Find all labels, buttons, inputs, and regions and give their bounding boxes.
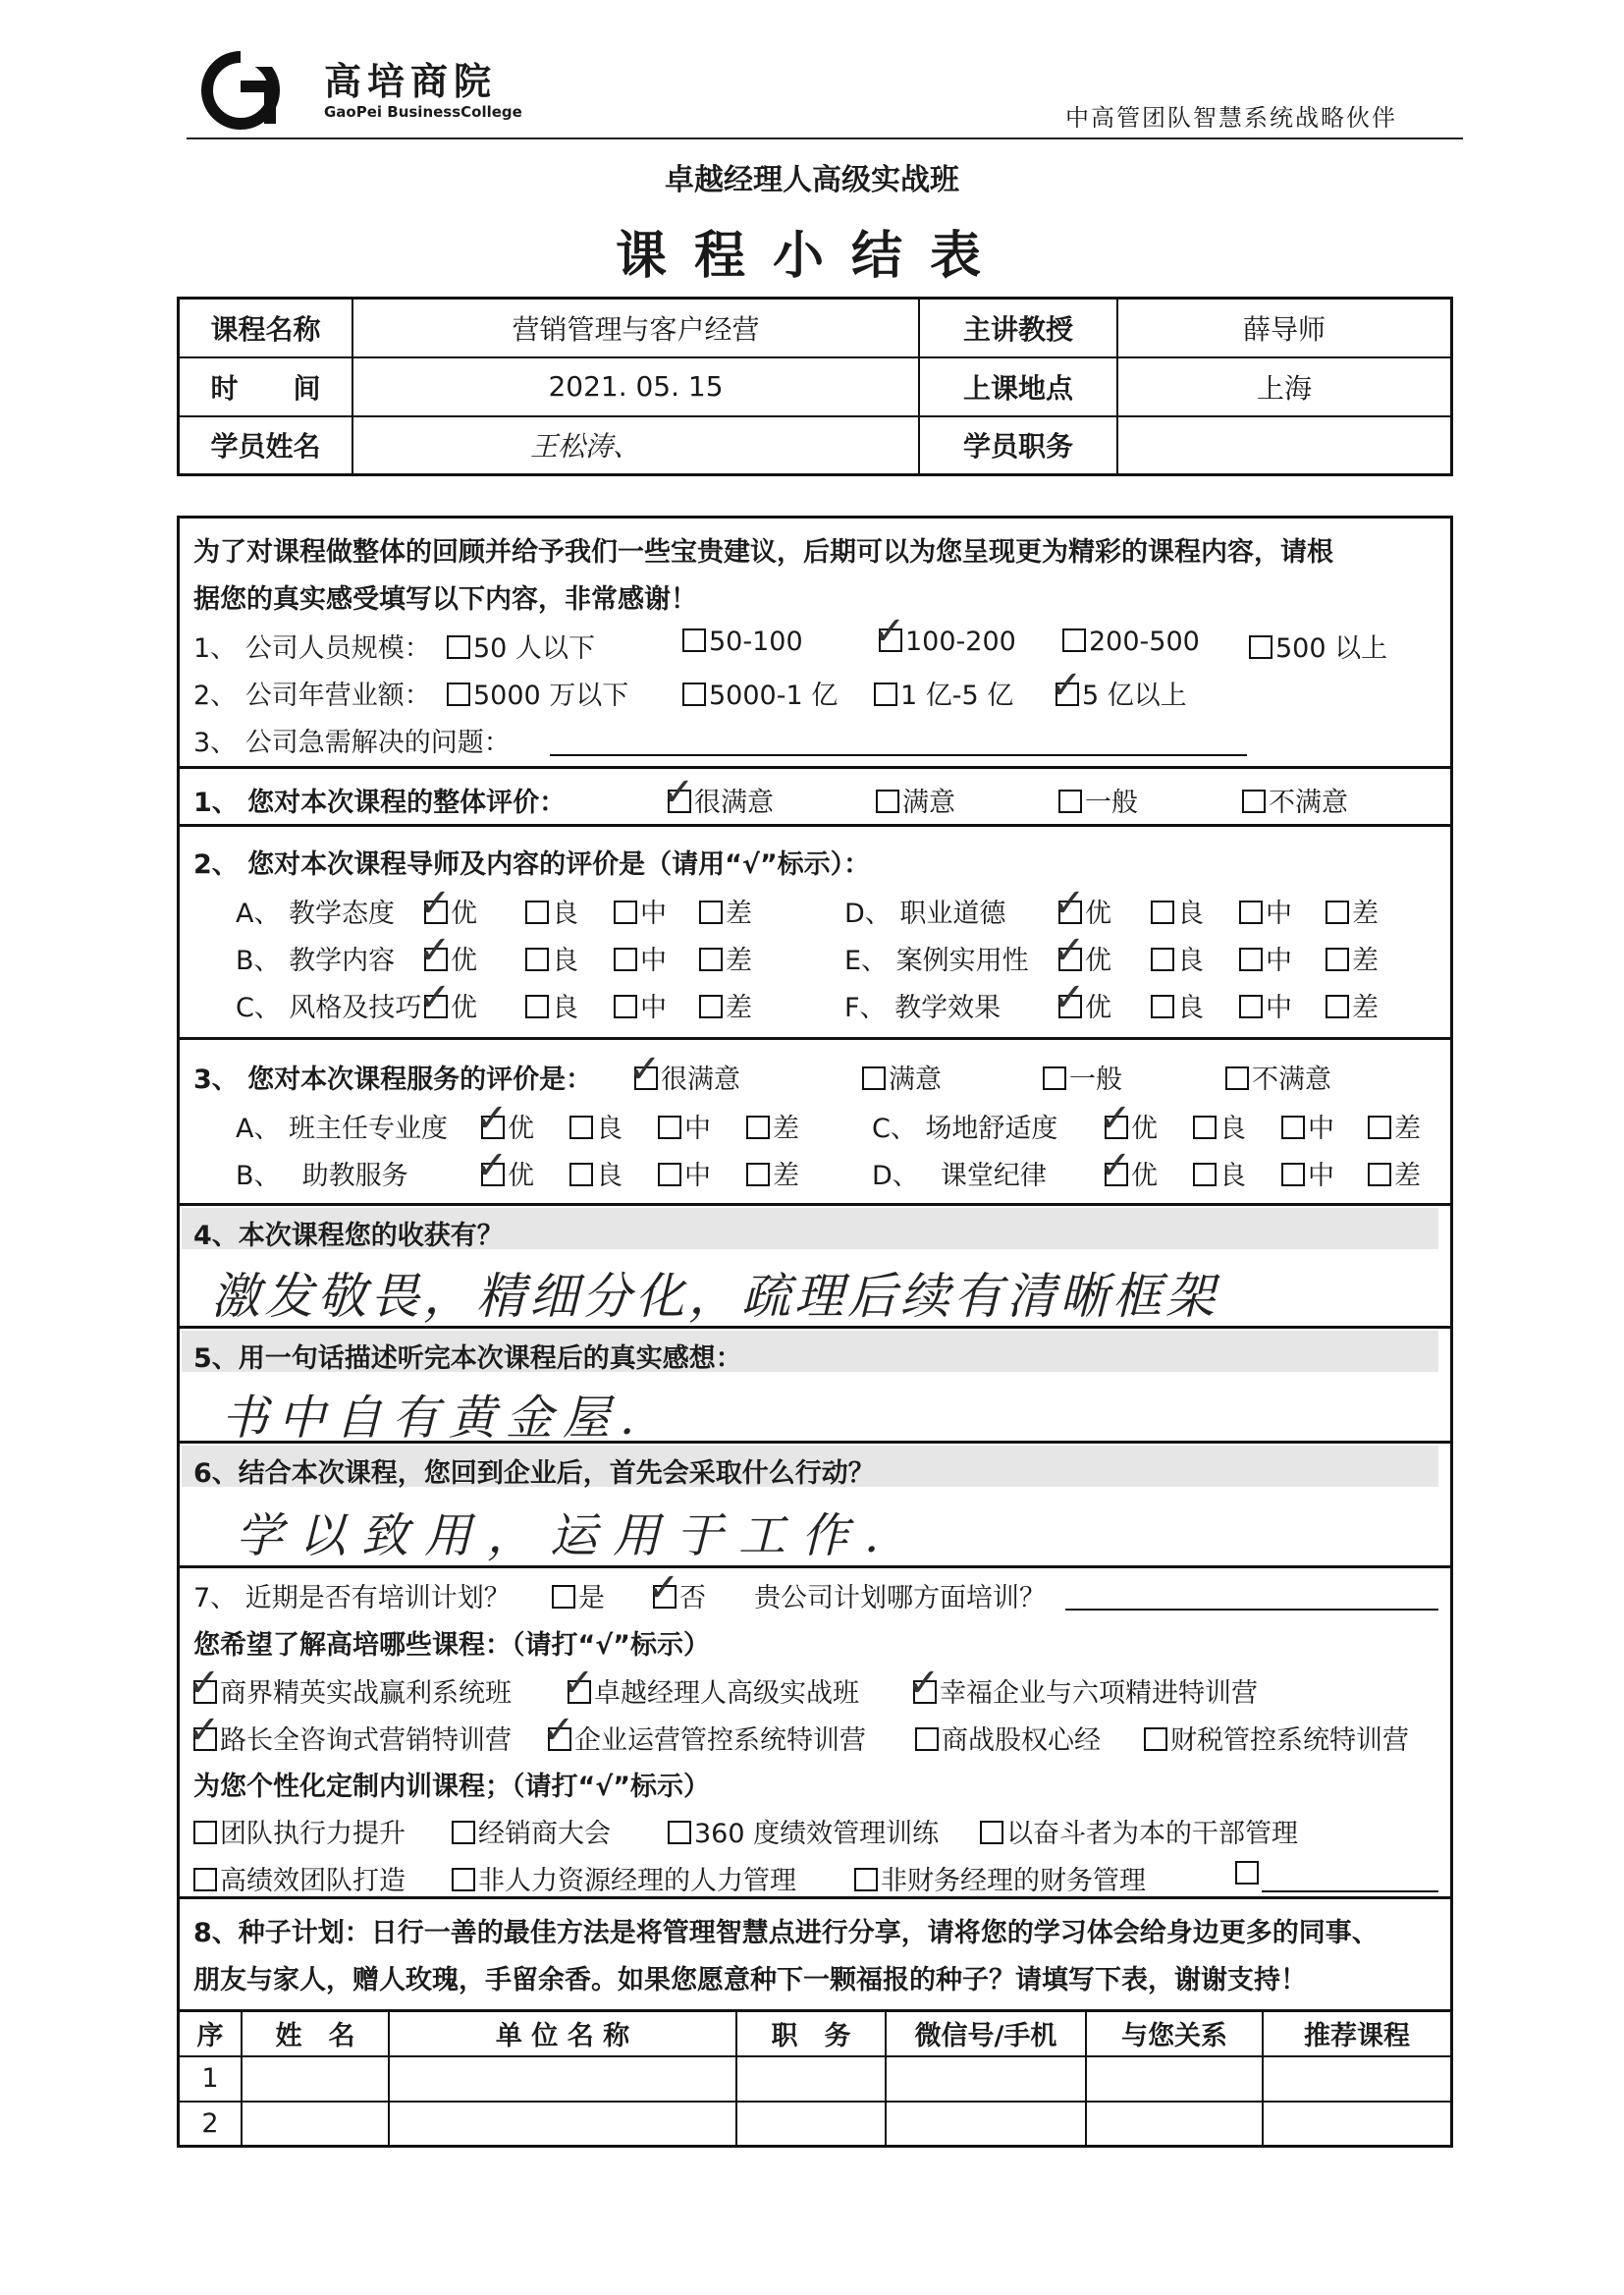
rating-option[interactable]: 中 bbox=[658, 1107, 711, 1145]
location-label: 上课地点 bbox=[919, 357, 1117, 416]
custom-option-1[interactable]: 团队执行力提升 bbox=[193, 1812, 406, 1850]
checkmark-icon: ✓ bbox=[647, 1565, 680, 1611]
rating-option[interactable]: 差 bbox=[746, 1107, 799, 1145]
checkbox[interactable] bbox=[193, 1821, 217, 1844]
seed-cell[interactable] bbox=[1086, 2102, 1263, 2147]
checkbox[interactable] bbox=[614, 948, 637, 971]
option-revenue-2[interactable]: 1 亿-5 亿 bbox=[874, 674, 1013, 712]
checkbox[interactable] bbox=[614, 901, 637, 924]
checkbox[interactable] bbox=[188, 1708, 221, 1753]
checkbox[interactable] bbox=[525, 995, 549, 1018]
q7-want-label: 您希望了解高培哪些课程：（请打“√”标示） bbox=[193, 1630, 710, 1661]
header-slogan: 中高管团队智慧系统战略伙伴 bbox=[1065, 104, 1397, 132]
q-overall-label: 1、 您对本次课程的整体评价： bbox=[193, 788, 567, 818]
custom-option-other[interactable] bbox=[1235, 1859, 1262, 1889]
checkmark-icon: ✓ bbox=[628, 1047, 662, 1092]
checkmark-icon: ✓ bbox=[188, 1661, 221, 1706]
time-label: 时 间 bbox=[179, 357, 353, 416]
checkbox[interactable] bbox=[1099, 1096, 1132, 1141]
checkmark-icon: ✓ bbox=[418, 975, 452, 1020]
rating-option[interactable]: ✓ 优 bbox=[1053, 881, 1111, 929]
checkmark-icon: ✓ bbox=[1099, 1143, 1132, 1188]
course-name-value: 营销管理与客户经营 bbox=[352, 299, 919, 357]
checkbox[interactable] bbox=[1043, 1066, 1066, 1090]
checkbox[interactable] bbox=[682, 683, 706, 706]
checkbox[interactable] bbox=[447, 683, 470, 706]
checkbox[interactable] bbox=[1058, 790, 1082, 813]
checkmark-icon: ✓ bbox=[475, 1143, 509, 1188]
checkmark-icon: ✓ bbox=[1053, 975, 1086, 1020]
service-option-0[interactable]: ✓ 很满意 bbox=[628, 1047, 740, 1095]
seed-cell[interactable] bbox=[886, 2102, 1086, 2147]
logo-chinese-name: 高培商院 bbox=[324, 60, 498, 103]
option-revenue-0[interactable]: 5000 万以下 bbox=[447, 674, 628, 712]
rating-option[interactable]: 差 bbox=[1368, 1154, 1421, 1192]
seed-cell[interactable] bbox=[242, 2102, 389, 2147]
overall-option-1[interactable]: 满意 bbox=[876, 781, 955, 819]
q7-which-input-line[interactable] bbox=[1065, 1609, 1438, 1611]
rating-option[interactable]: 良 bbox=[1151, 892, 1204, 930]
checkbox[interactable] bbox=[542, 1708, 575, 1753]
checkbox[interactable] bbox=[418, 928, 452, 973]
course-name-label: 课程名称 bbox=[179, 299, 353, 357]
checkbox[interactable] bbox=[475, 1143, 509, 1188]
seed-cell[interactable] bbox=[886, 2056, 1086, 2102]
seed-cell[interactable] bbox=[389, 2056, 736, 2102]
problem-input-line[interactable] bbox=[550, 754, 1247, 756]
seed-cell[interactable] bbox=[736, 2102, 886, 2147]
rating-option[interactable]: 良 bbox=[1151, 939, 1204, 977]
rating-option[interactable]: 中 bbox=[614, 986, 667, 1024]
rating-option[interactable]: 良 bbox=[1193, 1154, 1246, 1192]
q8-line-2: 朋友与家人，赠人玫瑰，手留余香。如果您愿意种下一颗福报的种子？请填写下表，谢谢支持！ bbox=[193, 1965, 1307, 1995]
seed-header-contact: 微信号/手机 bbox=[886, 2011, 1086, 2056]
rating-option[interactable]: 中 bbox=[1239, 986, 1292, 1024]
checkbox[interactable] bbox=[699, 948, 723, 971]
checkbox[interactable] bbox=[1225, 1066, 1249, 1090]
checkbox[interactable] bbox=[915, 1727, 939, 1751]
rating-option[interactable]: 差 bbox=[699, 986, 752, 1024]
q7-custom-label: 为您个性化定制内训课程；（请打“√”标示） bbox=[193, 1772, 710, 1802]
rating-option[interactable]: ✓ 优 bbox=[1053, 975, 1111, 1023]
seed-cell[interactable] bbox=[1263, 2102, 1452, 2147]
checkbox[interactable] bbox=[907, 1661, 941, 1706]
rating-option[interactable]: 良 bbox=[525, 892, 578, 930]
q7-no-option[interactable]: ✓ 否 bbox=[647, 1565, 706, 1613]
checkbox[interactable] bbox=[1239, 901, 1263, 924]
rating-item-label: A、 班主任专业度 bbox=[236, 1114, 449, 1144]
lecturer-label: 主讲教授 bbox=[919, 299, 1117, 357]
checkbox[interactable] bbox=[668, 1821, 691, 1844]
q4-label: 4、本次课程您的收获有？ bbox=[193, 1221, 504, 1251]
checkbox[interactable] bbox=[1151, 948, 1174, 971]
checkbox[interactable] bbox=[1053, 975, 1086, 1020]
rating-option[interactable]: 中 bbox=[1281, 1107, 1334, 1145]
student-position-value[interactable] bbox=[1117, 416, 1452, 475]
checkbox[interactable] bbox=[1281, 1116, 1305, 1139]
custom-option-7[interactable]: 非财务经理的财务管理 bbox=[854, 1859, 1146, 1897]
checkbox[interactable] bbox=[854, 1868, 878, 1891]
checkmark-icon: ✓ bbox=[418, 881, 452, 926]
course-option-1[interactable]: ✓ 商界精英实战赢利系统班 bbox=[188, 1661, 512, 1709]
overall-option-0[interactable]: ✓ 很满意 bbox=[662, 770, 774, 818]
rating-option[interactable]: 中 bbox=[658, 1154, 711, 1192]
checkbox[interactable] bbox=[418, 975, 452, 1020]
rating-option[interactable]: ✓ 优 bbox=[418, 881, 477, 929]
checkbox[interactable] bbox=[682, 628, 706, 652]
student-position-label: 学员职务 bbox=[919, 416, 1117, 475]
checkbox[interactable] bbox=[1193, 1116, 1217, 1139]
rating-option[interactable]: 中 bbox=[1281, 1154, 1334, 1192]
rating-option[interactable]: 良 bbox=[569, 1154, 623, 1192]
q8-line-1: 8、种子计划：日行一善的最佳方法是将管理智慧点进行分享，请将您的学习体会给身边更多的同事、 bbox=[193, 1918, 1379, 1948]
checkbox[interactable] bbox=[1144, 1727, 1167, 1751]
option-size-0[interactable]: 50 人以下 bbox=[447, 627, 595, 665]
course-option-7[interactable]: 财税管控系统特训营 bbox=[1144, 1719, 1409, 1757]
seed-cell[interactable] bbox=[389, 2102, 736, 2147]
seed-header-name: 姓 名 bbox=[242, 2011, 389, 2056]
q5-answer[interactable]: 书中自有黄金屋. bbox=[221, 1391, 645, 1446]
checkbox[interactable] bbox=[1053, 928, 1086, 973]
checkbox[interactable] bbox=[647, 1565, 680, 1611]
course-option-3[interactable]: ✓ 幸福企业与六项精进特训营 bbox=[907, 1661, 1258, 1709]
seed-row-index: 2 bbox=[179, 2102, 243, 2147]
checkbox[interactable] bbox=[447, 635, 470, 659]
rating-option[interactable]: ✓ 优 bbox=[1099, 1096, 1158, 1144]
checkbox[interactable] bbox=[980, 1821, 1003, 1844]
rating-item-label: B、 教学内容 bbox=[236, 946, 396, 976]
checkbox[interactable] bbox=[1281, 1163, 1305, 1186]
rating-option[interactable]: 中 bbox=[1239, 939, 1292, 977]
checkbox[interactable] bbox=[658, 1163, 681, 1186]
checkbox[interactable] bbox=[628, 1047, 662, 1092]
checkbox[interactable] bbox=[662, 770, 695, 815]
overall-option-2[interactable]: 一般 bbox=[1058, 781, 1138, 819]
option-size-3[interactable]: 200-500 bbox=[1062, 627, 1200, 657]
checkmark-icon: ✓ bbox=[1053, 881, 1086, 926]
seed-referral-table bbox=[177, 2009, 1453, 2148]
seed-header-company: 单 位 名 称 bbox=[389, 2011, 736, 2056]
custom-other-input-line[interactable] bbox=[1262, 1890, 1438, 1892]
custom-option-5[interactable]: 高绩效团队打造 bbox=[193, 1859, 406, 1897]
location-value: 上海 bbox=[1117, 357, 1452, 416]
checkbox[interactable] bbox=[569, 1116, 593, 1139]
checkbox[interactable] bbox=[658, 1116, 681, 1139]
checkmark-icon: ✓ bbox=[188, 1708, 221, 1753]
seed-cell[interactable] bbox=[1086, 2056, 1263, 2102]
checkbox[interactable] bbox=[452, 1868, 475, 1891]
rating-option[interactable]: 差 bbox=[1326, 939, 1379, 977]
option-size-4[interactable]: 500 以上 bbox=[1249, 627, 1387, 665]
checkbox[interactable] bbox=[1326, 901, 1349, 924]
checkbox[interactable] bbox=[874, 683, 897, 706]
checkbox[interactable] bbox=[1151, 901, 1174, 924]
rating-option[interactable]: 差 bbox=[1326, 986, 1379, 1024]
rating-option[interactable]: 良 bbox=[569, 1107, 623, 1145]
course-option-2[interactable]: ✓ 卓越经理人高级实战班 bbox=[562, 1661, 859, 1709]
option-size-2[interactable]: ✓ 100-200 bbox=[873, 609, 1016, 657]
checkbox[interactable] bbox=[1368, 1163, 1391, 1186]
checkbox[interactable] bbox=[1235, 1861, 1259, 1885]
rating-option[interactable]: 中 bbox=[614, 939, 667, 977]
rating-option[interactable]: 差 bbox=[1326, 892, 1379, 930]
q4-answer[interactable]: 激发敬畏，精细分化，疏理后续有清晰框架 bbox=[211, 1268, 1218, 1325]
rating-option[interactable]: 良 bbox=[525, 986, 578, 1024]
checkmark-icon: ✓ bbox=[662, 770, 695, 815]
rating-option[interactable]: ✓ 优 bbox=[475, 1096, 534, 1144]
rating-option[interactable]: 差 bbox=[699, 939, 752, 977]
checkmark-icon: ✓ bbox=[562, 1661, 595, 1706]
rating-option[interactable]: ✓ 优 bbox=[1053, 928, 1111, 976]
checkbox[interactable] bbox=[1062, 628, 1086, 652]
q7-yes-option[interactable]: 是 bbox=[552, 1576, 605, 1614]
overall-option-3[interactable]: 不满意 bbox=[1242, 781, 1348, 819]
checkbox[interactable] bbox=[1242, 790, 1266, 813]
checkbox[interactable] bbox=[552, 1585, 575, 1609]
lecturer-value: 薛导师 bbox=[1117, 299, 1452, 357]
form-subtitle: 卓越经理人高级实战班 bbox=[665, 163, 959, 197]
rating-option[interactable]: ✓ 优 bbox=[418, 975, 477, 1023]
checkbox[interactable] bbox=[1368, 1116, 1391, 1139]
checkbox[interactable] bbox=[1053, 881, 1086, 926]
rating-option[interactable]: 中 bbox=[1239, 892, 1292, 930]
checkmark-icon: ✓ bbox=[418, 928, 452, 973]
course-option-4[interactable]: ✓ 路长全咨询式营销特训营 bbox=[188, 1708, 512, 1756]
checkbox[interactable] bbox=[873, 609, 906, 654]
checkbox[interactable] bbox=[1151, 995, 1174, 1018]
checkbox[interactable] bbox=[746, 1116, 770, 1139]
checkmark-icon: ✓ bbox=[907, 1661, 941, 1706]
intro-line-1: 为了对课程做整体的回顾并给予我们一些宝贵建议，后期可以为您呈现更为精彩的课程内容，请根 bbox=[193, 537, 1333, 568]
custom-option-6[interactable]: 非人力资源经理的人力管理 bbox=[452, 1859, 796, 1897]
rating-option[interactable]: ✓ 优 bbox=[475, 1143, 534, 1191]
form-title: 课程小结表 bbox=[615, 227, 1008, 286]
rating-item-label: D、 课堂纪律 bbox=[872, 1161, 1047, 1191]
gaopei-logo-icon bbox=[201, 51, 309, 130]
checkbox[interactable] bbox=[1326, 995, 1349, 1018]
rating-item-label: D、 职业道德 bbox=[844, 899, 1006, 929]
checkbox[interactable] bbox=[1326, 948, 1349, 971]
rating-option[interactable]: 差 bbox=[699, 892, 752, 930]
seed-cell[interactable] bbox=[1263, 2056, 1452, 2102]
checkmark-icon: ✓ bbox=[542, 1708, 575, 1753]
rating-item-label: A、 教学态度 bbox=[236, 899, 396, 929]
q6-answer[interactable]: 学以致用，运用于工作. bbox=[236, 1508, 895, 1563]
seed-header-position: 职 务 bbox=[736, 2011, 886, 2056]
seed-row-index: 1 bbox=[179, 2056, 243, 2102]
header-divider bbox=[187, 137, 1463, 139]
checkbox[interactable] bbox=[1050, 663, 1083, 708]
checkbox[interactable] bbox=[876, 790, 899, 813]
q-company-revenue-label: 2、 公司年营业额： bbox=[193, 681, 431, 711]
rating-option[interactable]: 差 bbox=[1368, 1107, 1421, 1145]
checkbox[interactable] bbox=[1239, 995, 1263, 1018]
course-option-6[interactable]: 商战股权心经 bbox=[915, 1719, 1101, 1757]
rating-option[interactable]: 差 bbox=[746, 1154, 799, 1192]
rating-item-label: C、 场地舒适度 bbox=[872, 1114, 1058, 1144]
rating-item-label: B、 助教服务 bbox=[236, 1161, 408, 1191]
service-option-1[interactable]: 满意 bbox=[862, 1058, 942, 1096]
option-revenue-3[interactable]: ✓ 5 亿以上 bbox=[1050, 663, 1187, 711]
rating-option[interactable]: 良 bbox=[525, 939, 578, 977]
rating-option[interactable]: 良 bbox=[1193, 1107, 1246, 1145]
checkbox[interactable] bbox=[1099, 1143, 1132, 1188]
checkbox[interactable] bbox=[699, 995, 723, 1018]
q7-label: 7、 近期是否有培训计划？ bbox=[193, 1583, 511, 1613]
rating-option[interactable]: 中 bbox=[614, 892, 667, 930]
q-company-size-label: 1、 公司人员规模： bbox=[193, 633, 431, 664]
checkbox[interactable] bbox=[188, 1661, 221, 1706]
rating-item-label: C、 风格及技巧 bbox=[236, 993, 422, 1023]
q-service-label: 3、 您对本次课程服务的评价是： bbox=[193, 1065, 593, 1095]
service-option-2[interactable]: 一般 bbox=[1043, 1058, 1122, 1096]
rating-item-label: F、 教学效果 bbox=[844, 993, 1001, 1023]
student-name-value[interactable]: 王松涛、 bbox=[352, 416, 919, 475]
checkbox[interactable] bbox=[746, 1163, 770, 1186]
checkbox[interactable] bbox=[418, 881, 452, 926]
checkbox[interactable] bbox=[1239, 948, 1263, 971]
student-name-label: 学员姓名 bbox=[179, 416, 353, 475]
checkbox[interactable] bbox=[193, 1868, 217, 1891]
checkmark-icon: ✓ bbox=[475, 1096, 509, 1141]
custom-option-3[interactable]: 360 度绩效管理训练 bbox=[668, 1812, 939, 1850]
seed-header-index: 序 bbox=[179, 2011, 243, 2056]
rating-option[interactable]: 良 bbox=[1151, 986, 1204, 1024]
checkmark-icon: ✓ bbox=[873, 609, 906, 654]
checkbox[interactable] bbox=[862, 1066, 886, 1090]
rating-option[interactable]: ✓ 优 bbox=[418, 928, 477, 976]
checkbox[interactable] bbox=[1193, 1163, 1217, 1186]
checkmark-icon: ✓ bbox=[1050, 663, 1083, 708]
intro-line-2: 据您的真实感受填写以下内容，非常感谢！ bbox=[193, 584, 697, 615]
custom-option-4[interactable]: 以奋斗者为本的干部管理 bbox=[980, 1812, 1298, 1850]
q7-which-label: 贵公司计划哪方面培训？ bbox=[754, 1583, 1046, 1613]
course-option-5[interactable]: ✓ 企业运营管控系统特训营 bbox=[542, 1708, 866, 1756]
checkbox[interactable] bbox=[699, 901, 723, 924]
rating-item-label: E、 案例实用性 bbox=[844, 946, 1029, 976]
seed-header-relation: 与您关系 bbox=[1086, 2011, 1263, 2056]
checkbox[interactable] bbox=[452, 1821, 475, 1844]
seed-cell[interactable] bbox=[736, 2056, 886, 2102]
custom-option-2[interactable]: 经销商大会 bbox=[452, 1812, 611, 1850]
course-info-table bbox=[177, 297, 1453, 476]
checkbox[interactable] bbox=[1249, 635, 1272, 659]
logo-english-name: GaoPei BusinessCollege bbox=[324, 103, 522, 121]
checkmark-icon: ✓ bbox=[1053, 928, 1086, 973]
checkbox[interactable] bbox=[525, 901, 549, 924]
checkbox[interactable] bbox=[614, 995, 637, 1018]
seed-cell[interactable] bbox=[242, 2056, 389, 2102]
q5-label: 5、用一句话描述听完本次课程后的真实感想： bbox=[193, 1343, 742, 1374]
checkbox[interactable] bbox=[562, 1661, 595, 1706]
q6-label: 6、结合本次课程，您回到企业后，首先会采取什么行动？ bbox=[193, 1458, 875, 1489]
seed-header-course: 推荐课程 bbox=[1263, 2011, 1452, 2056]
option-size-1[interactable]: 50-100 bbox=[682, 627, 803, 657]
checkbox[interactable] bbox=[569, 1163, 593, 1186]
checkmark-icon: ✓ bbox=[1099, 1096, 1132, 1141]
time-value: 2021. 05. 15 bbox=[352, 357, 919, 416]
q-teacher-label: 2、 您对本次课程导师及内容的评价是（请用“√”标示）： bbox=[193, 849, 871, 880]
option-revenue-1[interactable]: 5000-1 亿 bbox=[682, 674, 838, 712]
q-company-problem-label: 3、 公司急需解决的问题： bbox=[193, 728, 511, 758]
rating-option[interactable]: ✓ 优 bbox=[1099, 1143, 1158, 1191]
checkbox[interactable] bbox=[475, 1096, 509, 1141]
service-option-3[interactable]: 不满意 bbox=[1225, 1058, 1331, 1096]
checkbox[interactable] bbox=[525, 948, 549, 971]
